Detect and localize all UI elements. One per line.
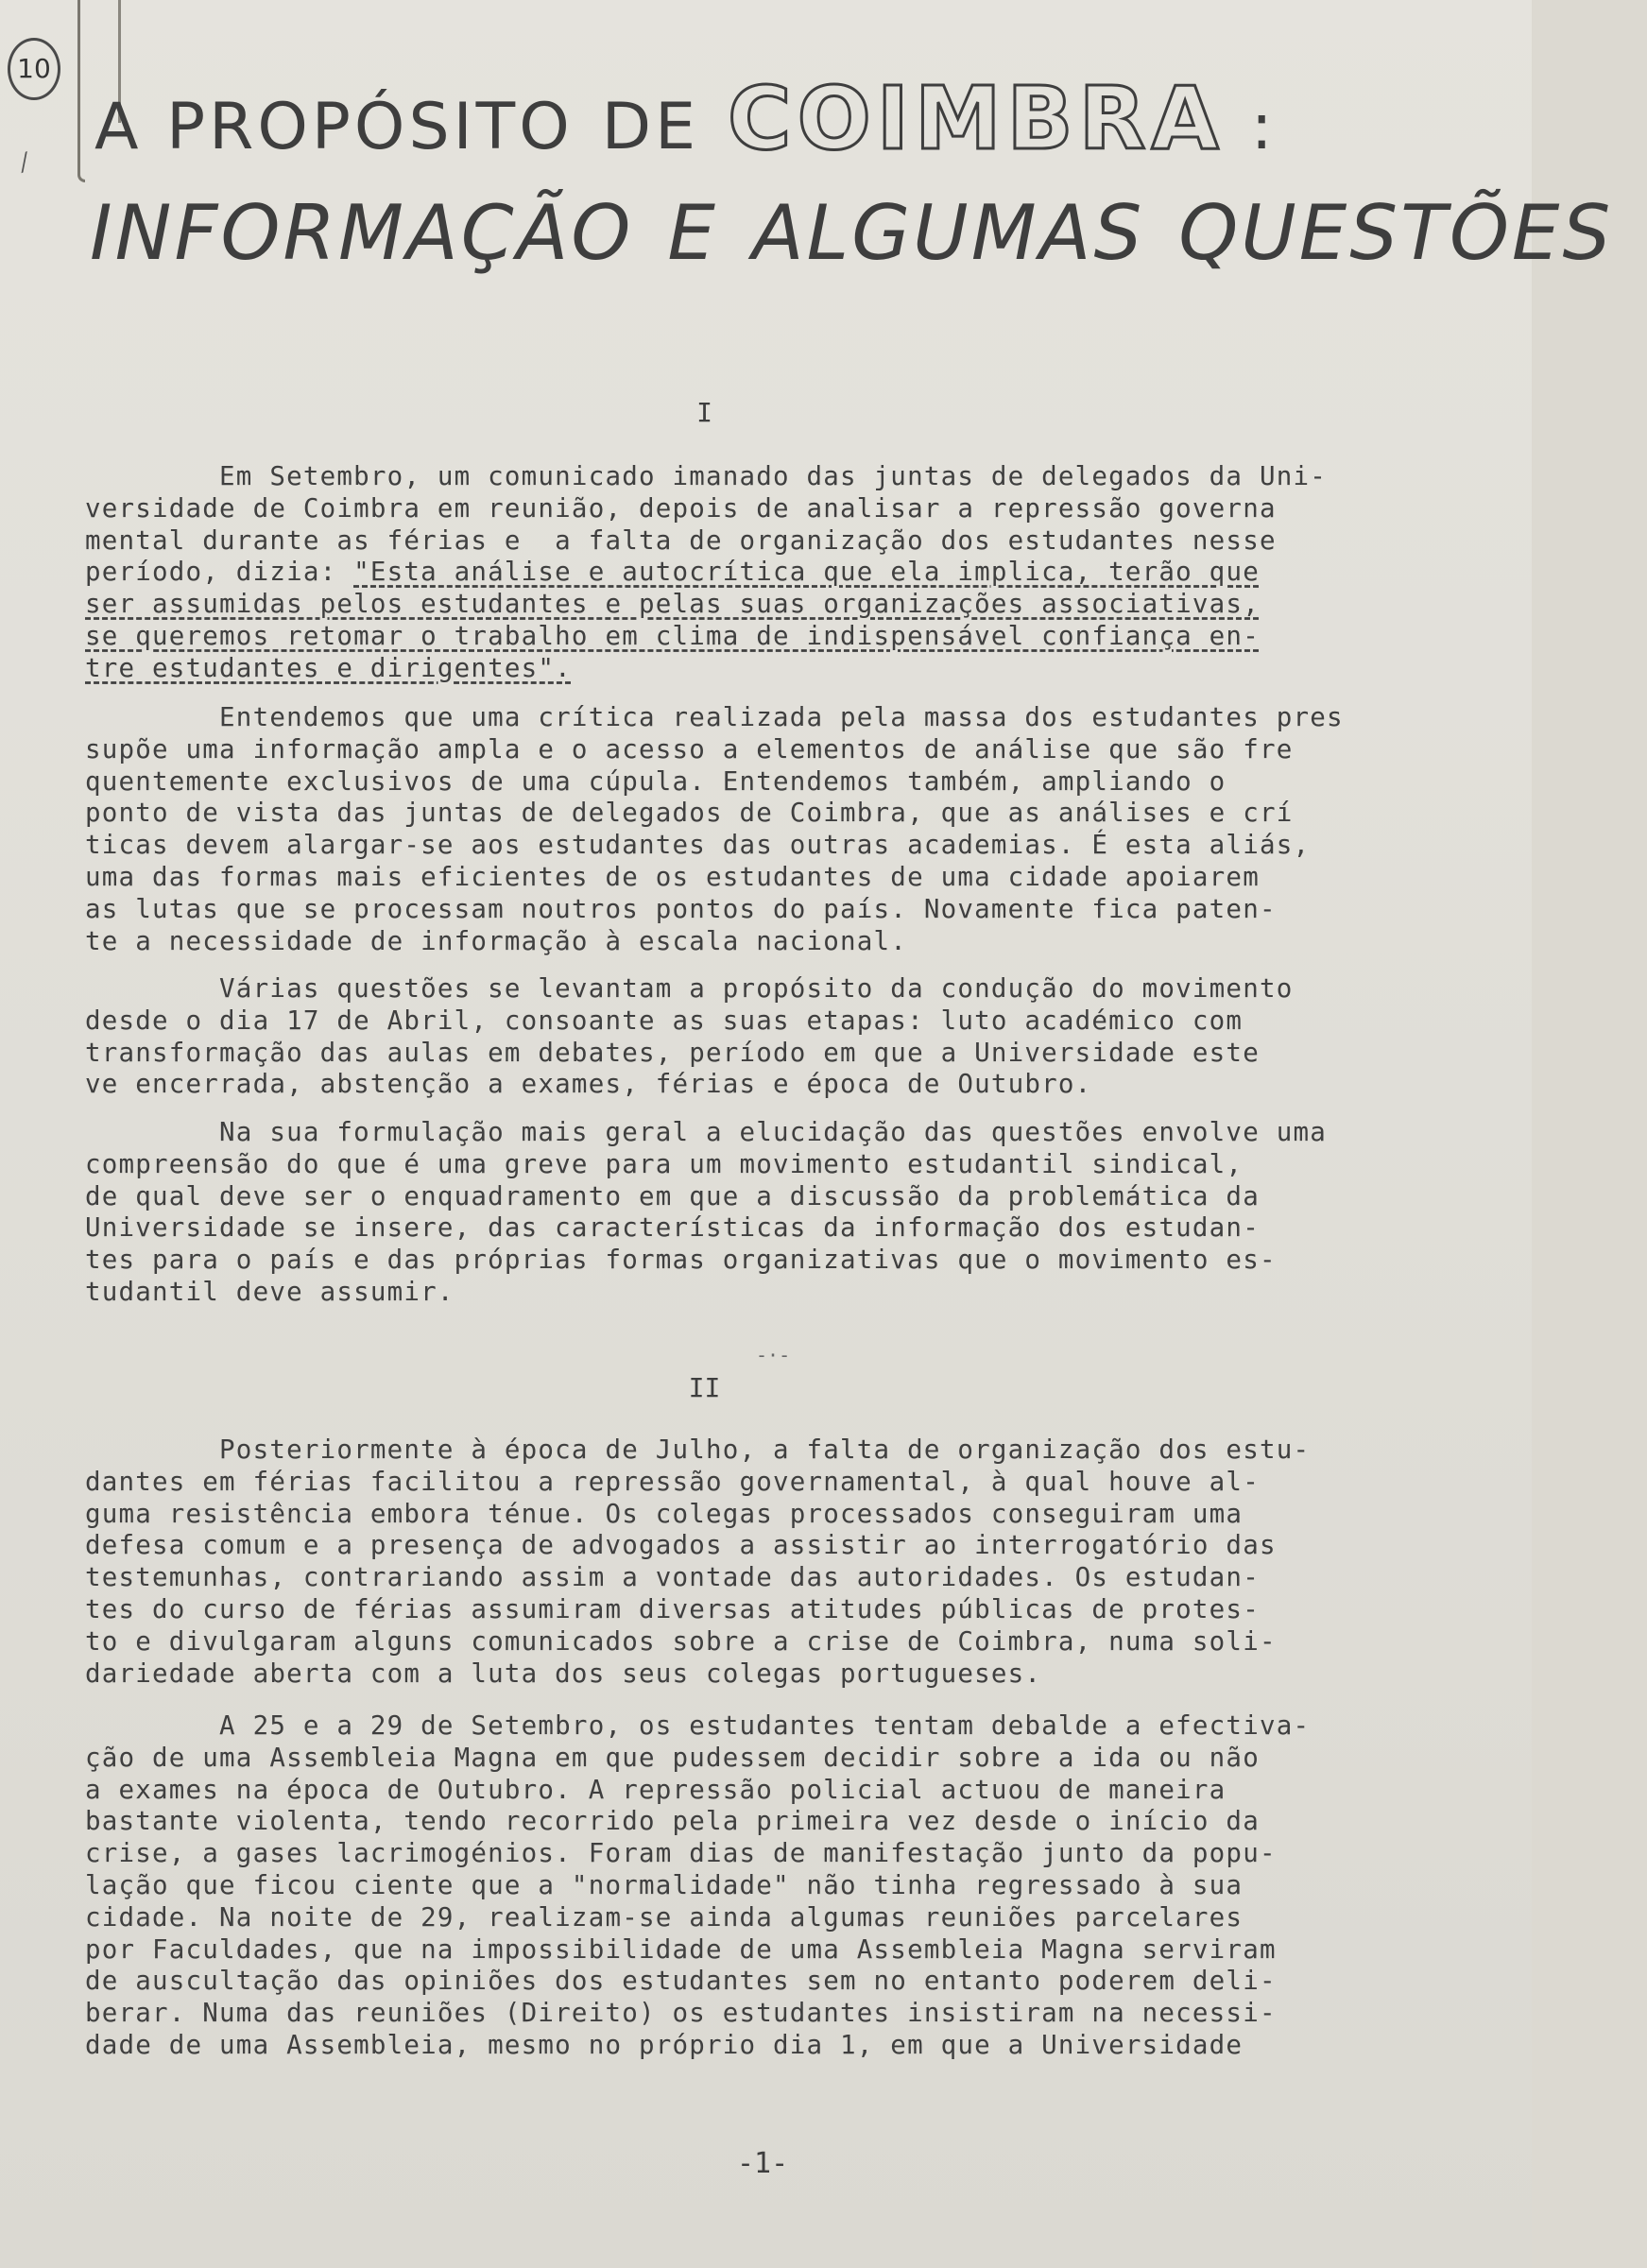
paragraph-2: Entendemos que uma crítica realizada pela massa dos estudantes pres supõe uma informação ampla e o acesso a elementos de análise que são fre quentemente exclusivos de uma cúpula. Entendemos também, ampliando o ponto de vista das juntas de delegados de Coimbra, que as análises e crí ticas devem alargar-se aos estudantes das outras academias. É esta aliás, uma das formas mais eficientes de os estudantes de uma cidade apoiarem as lutas que se processam noutros pontos do país. Novamente fica paten- te a necessidade de informação à escala nacional. bbox=[85, 702, 1344, 956]
section-heading-i: I bbox=[696, 397, 712, 428]
title-word: QUESTÕES bbox=[1178, 189, 1614, 277]
title-word: INFORMAÇÃO bbox=[90, 189, 634, 277]
page-stamp-circled-number: 10 bbox=[8, 38, 60, 100]
margin-pencil-mark: ⁄ bbox=[18, 149, 32, 178]
paragraph-1 bbox=[85, 461, 1436, 685]
page-number: -1- bbox=[737, 2147, 789, 2180]
paragraph-1-quote: "Esta análise e autocrítica que ela implica, terão que ser assumidas pelos estudantes e pelas suas organizações associativas, se queremos retomar o trabalho em clima de indispensável confiança en- tre estudantes e dirigentes". bbox=[85, 557, 1260, 683]
title-word: A PROPÓSITO bbox=[94, 90, 574, 164]
paragraph-1-text: Em Setembro, um comunicado imanado das juntas de delegados da Uni- versidade de Coimbra em reunião, depois de analisar a repressão governa mental durante as férias e a falta de organização dos estudantes nesse período, dizia: bbox=[85, 461, 1327, 588]
section-heading-ii: II bbox=[688, 1372, 721, 1403]
title-word: DE bbox=[601, 90, 700, 164]
paragraph-6: A 25 e a 29 de Setembro, os estudantes tentam debalde a efectiva- ção de uma Assembleia Magna em que pudessem decidir sobre a ida ou não a exames na época de Outubro. A repressão policial actuou de maneira bastante violenta, tendo recorrido pela primeira vez desde o início da crise, a gases lacrimogénios. Foram dias de manifestação junto da popu- lação que ficou ciente que a "normalidade" não tinha regressado à sua cidade. Na noite de 29, realizam-se ainda algumas reuniões parcelares por Faculdades, que na impossibilidade de uma Assembleia Magna serviram de auscultação das opiniões dos estudantes sem no entanto poderem deli- berar. Numa das reuniões (Direito) os estudantes insistiram na necessi- dade de uma Assembleia, mesmo no próprio dia 1, em que a Universidade bbox=[85, 1710, 1311, 2060]
binding-mark bbox=[77, 0, 85, 182]
paragraph-5: Posteriormente à época de Julho, a falta de organização dos estu- dantes em férias facilitou a repressão governamental, à qual houve al- guma resistência embora ténue. Os colegas processados conseguiram uma defesa comum e a presença de advogados a assistir ao interrogatório das testemunhas, contrariando assim a vontade das autoridades. Os estudan- tes do curso de férias assumiram diversas atitudes públicas de protes- to e divulgaram alguns comunicados sobre a crise de Coimbra, numa soli- dariedade aberta com a luta dos seus colegas portugueses. bbox=[85, 1435, 1311, 1689]
title-outlined-word: COIMBRA bbox=[728, 68, 1225, 169]
title-colon: : bbox=[1250, 90, 1277, 164]
paragraph-3: Várias questões se levantam a propósito da condução do movimento desde o dia 17 de Abril, consoante as suas etapas: luto académico com transformação das aulas em debates, período em que a Universidade este ve encerrada, abstenção a exames, férias e época de Outubro. bbox=[85, 973, 1294, 1100]
title-line-1 bbox=[94, 68, 1277, 169]
paragraph-4: Na sua formulação mais geral a elucidação das questões envolve uma compreensão do que é uma greve para um movimento estudantil sindical, de qual deve ser o enquadramento em que a discussão da problemática da Universidade se insere, das características da informação dos estudan- tes para o país e das próprias formas organizativas que o movimento es- tudantil deve assumir. bbox=[85, 1117, 1327, 1307]
title-word: E bbox=[667, 189, 718, 277]
title-line-2 bbox=[90, 189, 1647, 277]
title-word: ALGUMAS bbox=[751, 189, 1145, 277]
section-separator-mark: -·- bbox=[756, 1344, 791, 1366]
